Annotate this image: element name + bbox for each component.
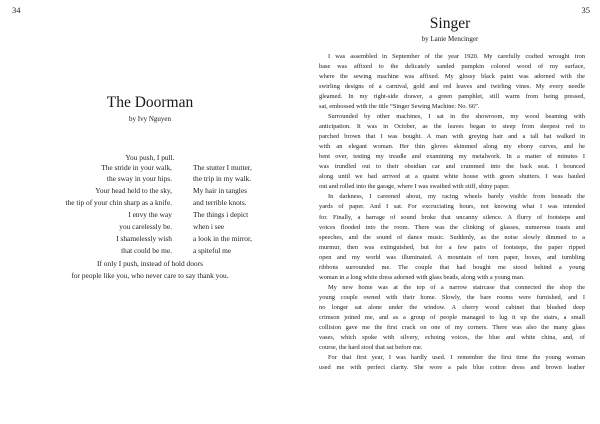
story-line: In darkness, I careened about, my racing wheels barely visible from beneath the: [328, 193, 585, 201]
story-line: sat, embossed with the title “Singer Sewing Machine: No. 66”.: [319, 103, 480, 111]
poem-left-line: Your head held to the sky,: [95, 186, 172, 195]
story-byline: by Lanie Mencinger: [421, 35, 479, 43]
poem-left-line: I shamelessly wish: [116, 234, 172, 243]
poem-right-line: a spiteful me: [193, 246, 232, 255]
story-line: voices flooded into the room. There was the clinking of glasses, numerous toasts and: [319, 223, 585, 231]
poem-left-line: The stride in your walk,: [101, 163, 172, 172]
story-line: vases, which spoke with silvery, echoing voices, the blue and white china, and, of: [319, 333, 585, 341]
poem-right-line: The things i depict: [193, 210, 249, 219]
poem-title: The Doorman: [106, 94, 194, 111]
story-line: murmur, then was extinguished, but for a few pairs of footsteps, the paper ripped: [319, 243, 585, 251]
story-line: collision gave me the first crack on one of my corners. There was also the many glass: [319, 323, 585, 331]
story-line: swirling designs of a carnival, gold and red leaves and twirling vines. My every needle: [319, 83, 585, 91]
poem-right-line: The stutter I mutter,: [193, 163, 252, 172]
story-line: ribbons surrounded me. The couple that had bought me stood behind a young: [319, 263, 585, 271]
story-line: where the sewing machine was affixed. My glossy black paint was adorned with the: [319, 73, 585, 81]
poem-left-line: I envy the way: [128, 210, 172, 219]
poem-right-line: the trip in my walk.: [193, 174, 252, 183]
story-line: anticipation. It was in October, as the leaves began to steep from deepest red to: [319, 123, 585, 131]
poem-left-line: you carelessly be.: [119, 222, 172, 231]
poem-closing-line: If only I push, instead of hold doors: [97, 259, 203, 268]
story-line: parched brown that I was bought. A man with greying hair and a tall hat walked in: [319, 133, 585, 141]
story-line: My new home was at the top of a narrow staircase that connected the shop the: [328, 283, 585, 291]
poem-byline: by Ivy Nguyen: [129, 115, 171, 123]
story-line: crimson joined me, and as a group of people managed to lug it up the stairs, a small: [319, 313, 585, 321]
story-line: For that first year, I was hardly used. I remember the first time the young woman: [328, 353, 585, 361]
story-line: no longer sat alone under the window. A cherry wood cabinet that blushed deep: [319, 303, 585, 311]
story-line: out and rolled into the garage, where I was swathed with stiff, shiny paper.: [319, 183, 510, 191]
story-line: I was assembled in September of the year 1920. My carefully crafted wrought iron: [328, 53, 585, 60]
poem-right-line: when i see: [193, 222, 225, 231]
poem-left-line: that could be me.: [121, 246, 172, 255]
story-line: was trundled out to their obsidian car and crammed into the back seat. I bounced: [319, 163, 585, 171]
right-page: [300, 0, 600, 424]
poem-opening-line: You push, I pull.: [125, 153, 175, 162]
story-line: speeches, and the sound of dance music. Suddenly, as the noise slowly dimmed to a: [319, 233, 585, 241]
story-line: for. Finally, a barrage of sound broke that uncanny silence. A flurry of footsteps and: [319, 213, 585, 221]
story-line: used me with perfect clarity. She wore a pale blue cotton dress and brown leather: [319, 363, 585, 371]
poem-right-line: and terrible knots.: [193, 198, 247, 207]
story-line: yards of paper. And I sat. For excruciating hours, not knowing what I was intended: [319, 203, 585, 211]
story-line: open and my world was illuminated. A mountain of torn paper, boxes, and tumbling: [319, 253, 585, 261]
page-number-right: 35: [581, 5, 590, 15]
story-line: course, the hard stool that sat before me.: [319, 343, 423, 351]
story-title: Singer: [429, 15, 471, 32]
poem-right-line: a look in the mirror,: [193, 234, 253, 243]
poem-left-line: the tip of your chin sharp as a knife.: [65, 198, 172, 207]
poem-left-line: the sway in your hips.: [106, 174, 172, 183]
story-line: young couple owned with their home. Slowly, the bare rooms were furnished, and I: [319, 293, 585, 301]
poem-closing-line: for people like you, who never care to say thank you.: [71, 271, 229, 280]
page-number-left: 34: [12, 5, 21, 15]
story-line: woman in a long white dress adorned with glass beads, along with a young man.: [319, 273, 525, 281]
story-line: bent over, testing my treadle and examining my metalwork. In a matter of minutes I: [319, 153, 585, 161]
story-line: base was affixed to the delicately sanded pumpkin colored wood of my surface,: [319, 63, 585, 71]
story-line: Surrounded by other machines, I sat in the showroom, my wood beaming with: [328, 113, 585, 121]
story-line: along until we had arrived at a quaint white house with green shutters. I was hauled: [319, 173, 585, 181]
story-line: with an elegant woman. Her thin gloves skimmed along my ebony curves, and he: [319, 143, 585, 151]
poem-right-line: My hair in tangles: [193, 186, 247, 195]
story-line: gleamed. In my right-side drawer, a green pamphlet, still warm from being pressed,: [319, 93, 585, 101]
story-body: [319, 52, 585, 373]
